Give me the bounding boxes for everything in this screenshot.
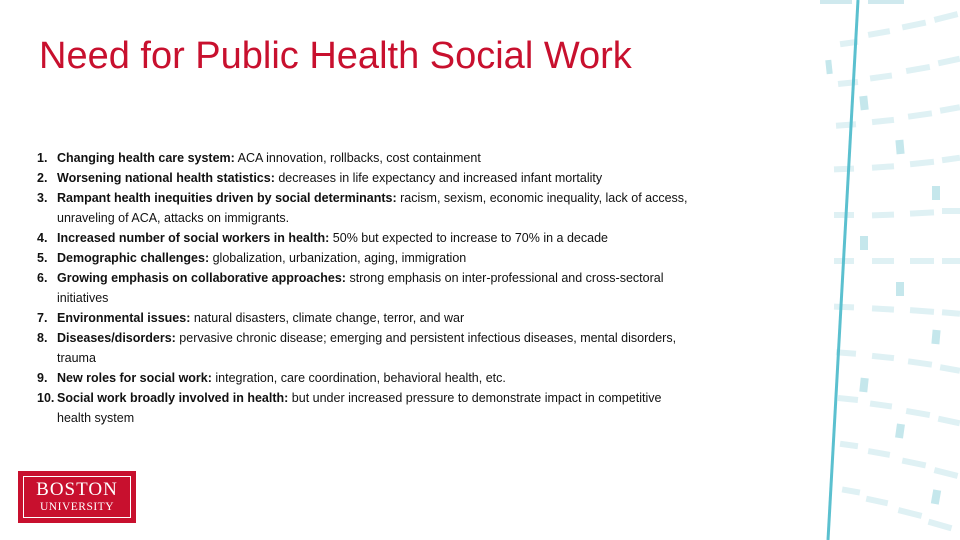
list-item-number: 8. [37,331,48,345]
list-item [37,228,697,248]
list-item-number: 3. [37,191,48,205]
list-item-text: but under increased pressure to demonstrate impact in competitive health system [57,391,662,425]
boston-university-logo [18,471,136,523]
list-item-term: Worsening national health statistics: [57,171,275,185]
list-item-number: 5. [37,251,48,265]
list-item [37,328,697,368]
list-item-term: Rampant health inequities driven by social determinants: [57,191,397,205]
list-item-text: integration, care coordination, behavioral health, etc. [211,371,506,385]
list-item-term: Diseases/disorders: [57,331,176,345]
list-item [37,248,697,268]
list-item-text: decreases in life expectancy and increased infant mortality [274,171,603,185]
list-item-text: 50% but expected to increase to 70% in a decade [329,231,608,245]
list-item-number: 10. [37,391,55,405]
list-item-text: strong emphasis on inter-professional and cross-sectoral initiatives [57,271,664,305]
list-item-number: 2. [37,171,48,185]
list-item-term: Increased number of social workers in health: [57,231,330,245]
list-item-number: 1. [37,151,48,165]
list-item-term: Environmental issues: [57,311,191,325]
list-item-number: 9. [37,371,48,385]
list-item [37,388,697,428]
list-item [37,308,697,328]
list-item-term: Growing emphasis on collaborative approaches: [57,271,346,285]
list-item [37,188,697,228]
list-item-term: New roles for social work: [57,371,212,385]
list-item-text: globalization, urbanization, aging, immigration [209,251,467,265]
list-item [37,368,697,388]
list-item-term: Social work broadly involved in health: [57,391,289,405]
list-item-text: ACA innovation, rollbacks, cost containment [234,151,481,165]
slide-title: Need for Public Health Social Work [39,35,632,77]
list-item-term: Demographic challenges: [57,251,210,265]
list-item-text: natural disasters, climate change, terror, and war [190,311,465,325]
list-item-term: Changing health care system: [57,151,235,165]
numbered-list [37,148,697,428]
list-item-number: 4. [37,231,48,245]
logo-line-2: UNIVERSITY [40,501,114,513]
list-item-number: 7. [37,311,48,325]
list-item [37,148,697,168]
list-item [37,268,697,308]
list-item-text: racism, sexism, economic inequality, lack of access, unraveling of ACA, attacks on immigrants. [57,191,688,225]
list-item [37,168,697,188]
list-item-text: pervasive chronic disease; emerging and persistent infectious diseases, mental disorders, trauma [57,331,677,365]
decorative-pattern [820,0,960,540]
logo-frame [23,476,131,518]
list-item-number: 6. [37,271,48,285]
logo-line-1: BOSTON [36,479,118,500]
